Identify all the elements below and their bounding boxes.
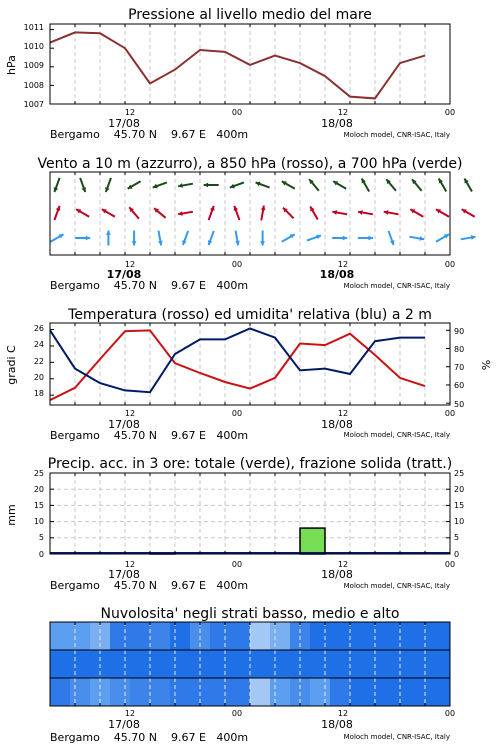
cloud-cell bbox=[150, 650, 171, 678]
precipitation-xticks bbox=[50, 473, 450, 554]
wind-arrow bbox=[235, 231, 240, 246]
time-tick-label: 12 bbox=[337, 409, 349, 418]
temperature-frame bbox=[50, 323, 450, 405]
date-label: 18/08 bbox=[319, 268, 355, 281]
time-tick-label: 12 bbox=[337, 709, 349, 718]
wind-arrow bbox=[389, 231, 395, 245]
cloud-cell bbox=[150, 678, 171, 706]
wind-arrow bbox=[283, 208, 294, 219]
cloud-cell bbox=[170, 650, 191, 678]
pressure-line bbox=[50, 32, 425, 98]
precipitation-bar bbox=[300, 528, 325, 554]
cloud-cell bbox=[410, 678, 431, 706]
cloud-cell bbox=[250, 622, 271, 650]
model-source: Moloch model, CNR-ISAC, Italy bbox=[343, 733, 450, 741]
temperature-ytick-label: 20 bbox=[33, 373, 44, 382]
cloud-cell bbox=[410, 622, 431, 650]
wind-arrow-head bbox=[132, 241, 137, 245]
cloud-cell bbox=[130, 678, 151, 706]
time-tick-label: 00 bbox=[231, 260, 243, 269]
time-tick-label: 00 bbox=[231, 409, 243, 418]
precipitation-panel bbox=[5, 456, 464, 592]
time-tick-label: 12 bbox=[337, 108, 349, 117]
location-label: Bergamo 45.70 N 9.67 E 400m bbox=[50, 429, 249, 442]
cloud-cell bbox=[110, 678, 131, 706]
cloud-cell bbox=[310, 650, 331, 678]
cloud-cell bbox=[350, 622, 371, 650]
cloud-cell bbox=[50, 622, 71, 650]
wind-arrow bbox=[307, 235, 321, 241]
model-source: Moloch model, CNR-ISAC, Italy bbox=[343, 131, 450, 139]
wind-arrow-head bbox=[86, 236, 90, 241]
precipitation-ytick-label: 25 bbox=[33, 469, 44, 478]
time-tick-label: 12 bbox=[124, 409, 136, 418]
wind-arrow bbox=[129, 207, 139, 218]
wind-arrow bbox=[282, 181, 295, 189]
precipitation-ytick-label: 15 bbox=[33, 501, 44, 510]
temperature-ytick-label: 26 bbox=[33, 324, 44, 333]
cloud-cell bbox=[50, 650, 71, 678]
wind-arrow bbox=[54, 206, 60, 220]
date-label: 18/08 bbox=[321, 568, 353, 581]
pressure-panel bbox=[5, 7, 455, 141]
cloud-cell bbox=[210, 650, 231, 678]
date-label: 17/08 bbox=[108, 568, 140, 581]
precipitation-ytick-label-right: 10 bbox=[454, 517, 465, 526]
pressure-ytick-label: 1011 bbox=[23, 23, 44, 32]
cloud-cell bbox=[330, 650, 351, 678]
temperature-ytick-label: 22 bbox=[33, 357, 44, 366]
model-source: Moloch model, CNR-ISAC, Italy bbox=[343, 431, 450, 439]
temperature-ylabel: gradi C bbox=[5, 345, 18, 385]
precipitation-frame bbox=[50, 473, 450, 554]
wind-arrow bbox=[358, 210, 373, 215]
wind-arrow bbox=[409, 236, 424, 241]
precipitation-ytick-label: 0 bbox=[38, 550, 44, 559]
humidity-ylabel: % bbox=[480, 359, 493, 371]
model-source: Moloch model, CNR-ISAC, Italy bbox=[343, 582, 450, 590]
cloud-cell bbox=[330, 622, 351, 650]
humidity-line bbox=[50, 329, 425, 393]
wind-arrow bbox=[234, 206, 240, 220]
wind-arrow bbox=[102, 209, 115, 217]
wind-arrow bbox=[178, 211, 193, 216]
humidity-ytick-label: 50 bbox=[454, 400, 465, 409]
date-label: 17/08 bbox=[108, 418, 140, 431]
humidity-ytick-label: 70 bbox=[454, 363, 465, 372]
cloud-cell bbox=[370, 650, 391, 678]
wind-arrows bbox=[51, 178, 476, 246]
cloud-cell bbox=[50, 678, 71, 706]
cloud-cell bbox=[230, 678, 251, 706]
time-tick-label: 00 bbox=[444, 709, 456, 718]
wind-arrow bbox=[76, 209, 89, 217]
cloud-cell bbox=[130, 650, 151, 678]
cloud-cell bbox=[230, 622, 251, 650]
wind-arrow bbox=[154, 208, 165, 218]
precipitation-ytick-label: 10 bbox=[33, 517, 44, 526]
time-tick-label: 12 bbox=[337, 260, 349, 269]
location-label: Bergamo 45.70 N 9.67 E 400m bbox=[50, 279, 249, 292]
location-label: Bergamo 45.70 N 9.67 E 400m bbox=[50, 128, 249, 141]
wind-arrow bbox=[462, 209, 475, 217]
wind-title: Vento a 10 m (azzurro), a 850 hPa (rosso), a 700 hPa (verde) bbox=[37, 156, 463, 172]
wind-arrow-head bbox=[204, 183, 208, 188]
cloud-cell bbox=[250, 678, 271, 706]
cloud-cell bbox=[170, 622, 191, 650]
model-source: Moloch model, CNR-ISAC, Italy bbox=[343, 282, 450, 290]
cloud-cell bbox=[70, 678, 91, 706]
time-tick-label: 00 bbox=[231, 560, 243, 569]
cloud-cell bbox=[150, 622, 171, 650]
cloud-cell bbox=[270, 622, 291, 650]
precipitation-title: Precip. acc. in 3 ore: totale (verde), frazione solida (tratt.) bbox=[47, 456, 453, 472]
wind-arrow bbox=[209, 206, 215, 220]
time-tick-label: 00 bbox=[444, 260, 456, 269]
location-label: Bergamo 45.70 N 9.67 E 400m bbox=[50, 731, 249, 744]
date-label: 18/08 bbox=[321, 418, 353, 431]
wind-arrow bbox=[153, 182, 167, 188]
pressure-series bbox=[50, 32, 425, 98]
time-tick-label: 12 bbox=[124, 108, 136, 117]
wind-arrow bbox=[362, 179, 370, 192]
wind-arrow bbox=[106, 231, 111, 246]
cloud-cell bbox=[110, 622, 131, 650]
wind-panel bbox=[37, 156, 475, 292]
temperature-title: Temperatura (rosso) ed umidita' relativa (blu) a 2 m bbox=[68, 307, 432, 323]
wind-arrow bbox=[282, 234, 295, 242]
wind-arrow bbox=[158, 231, 163, 246]
wind-arrow bbox=[332, 236, 347, 241]
cloud-cell bbox=[130, 622, 151, 650]
precipitation-ytick-label: 5 bbox=[38, 533, 44, 542]
wind-arrow-head bbox=[106, 231, 111, 235]
pressure-title: Pressione al livello medio del mare bbox=[128, 7, 372, 23]
precipitation-ytick-label-right: 0 bbox=[454, 550, 460, 559]
date-label: 18/08 bbox=[321, 718, 353, 731]
precipitation-ytick-label-right: 20 bbox=[454, 485, 465, 494]
time-tick-label: 00 bbox=[444, 409, 456, 418]
precipitation-ylabel: mm bbox=[5, 504, 18, 526]
cloud-panel bbox=[50, 606, 455, 744]
temperature-ytick-label: 18 bbox=[33, 389, 44, 398]
cloud-cell bbox=[310, 622, 331, 650]
wind-arrow bbox=[132, 231, 137, 246]
temperature-grid bbox=[75, 323, 425, 405]
wind-arrow bbox=[128, 181, 141, 189]
cloud-cell bbox=[70, 622, 91, 650]
wind-arrow bbox=[464, 179, 472, 192]
cloud-cell bbox=[210, 678, 231, 706]
cloud-cell bbox=[370, 678, 391, 706]
wind-arrow bbox=[461, 235, 476, 240]
date-label: 18/08 bbox=[321, 117, 353, 130]
pressure-ytick-label: 1007 bbox=[23, 100, 44, 109]
cloud-cell bbox=[250, 650, 271, 678]
wind-arrow bbox=[386, 179, 396, 190]
wind-arrow bbox=[204, 183, 219, 188]
wind-arrow bbox=[208, 231, 214, 245]
wind-arrow bbox=[230, 182, 244, 188]
precipitation-ytick-label-right: 5 bbox=[454, 533, 460, 542]
cloud-cell bbox=[110, 650, 131, 678]
pressure-ytick-label: 1010 bbox=[23, 42, 44, 51]
cloud-cell bbox=[270, 678, 291, 706]
wind-arrow bbox=[80, 178, 86, 192]
wind-arrow bbox=[332, 210, 347, 215]
cloud-cell bbox=[410, 650, 431, 678]
wind-arrow bbox=[260, 231, 265, 246]
humidity-ytick-label: 60 bbox=[454, 381, 465, 390]
time-tick-label: 12 bbox=[124, 260, 136, 269]
cloud-cell bbox=[430, 622, 451, 650]
time-tick-label: 00 bbox=[231, 108, 243, 117]
time-tick-label: 12 bbox=[337, 560, 349, 569]
cloud-cell bbox=[310, 678, 331, 706]
wind-arrow bbox=[54, 178, 60, 192]
wind-arrow bbox=[182, 231, 188, 245]
wind-arrow-head bbox=[260, 241, 265, 245]
pressure-ytick-label: 1008 bbox=[23, 81, 44, 90]
location-label: Bergamo 45.70 N 9.67 E 400m bbox=[50, 579, 249, 592]
date-label: 17/08 bbox=[108, 718, 140, 731]
temperature-panel bbox=[5, 307, 493, 442]
wind-arrow bbox=[384, 210, 399, 215]
cloud-cell bbox=[270, 650, 291, 678]
pressure-ylabel: hPa bbox=[5, 55, 18, 75]
wind-arrow bbox=[51, 234, 64, 242]
cloud-cell bbox=[170, 678, 191, 706]
date-label: 17/08 bbox=[106, 268, 142, 281]
temperature-series bbox=[50, 329, 425, 401]
wind-arrow bbox=[436, 209, 449, 217]
wind-arrow bbox=[178, 183, 193, 188]
date-label: 17/08 bbox=[108, 117, 140, 130]
wind-arrow bbox=[439, 179, 447, 192]
cloud-cell bbox=[330, 678, 351, 706]
cloud-cell bbox=[370, 622, 391, 650]
wind-arrow bbox=[256, 182, 270, 188]
humidity-ytick-label: 80 bbox=[454, 345, 465, 354]
wind-arrow bbox=[310, 207, 318, 220]
cloud-cell bbox=[230, 650, 251, 678]
wind-arrow bbox=[105, 178, 111, 192]
temperature-ytick-label: 24 bbox=[33, 340, 44, 349]
time-tick-label: 00 bbox=[444, 108, 456, 117]
time-tick-label: 12 bbox=[124, 709, 136, 718]
pressure-ytick-label: 1009 bbox=[23, 61, 44, 70]
wind-arrow bbox=[261, 206, 266, 221]
precipitation-ytick-label-right: 25 bbox=[454, 469, 465, 478]
wind-arrow bbox=[333, 181, 346, 189]
wind-arrow bbox=[309, 179, 319, 190]
cloud-cell bbox=[430, 678, 451, 706]
cloud-cell bbox=[350, 650, 371, 678]
wind-arrow bbox=[436, 234, 449, 242]
precipitation-ytick-label: 20 bbox=[33, 485, 44, 494]
wind-arrow bbox=[412, 179, 422, 190]
wind-arrow-head bbox=[343, 236, 347, 241]
wind-arrow bbox=[410, 209, 423, 217]
cloud-cell bbox=[430, 650, 451, 678]
precipitation-ytick-label-right: 15 bbox=[454, 501, 465, 510]
time-tick-label: 00 bbox=[231, 709, 243, 718]
wind-arrow bbox=[75, 236, 90, 241]
time-tick-label: 12 bbox=[124, 560, 136, 569]
wind-arrow-head bbox=[369, 236, 373, 241]
wind-arrow bbox=[358, 236, 373, 241]
cloud-cell bbox=[70, 650, 91, 678]
cloud-cell bbox=[210, 622, 231, 650]
time-tick-label: 00 bbox=[444, 560, 456, 569]
cloud-cell bbox=[350, 678, 371, 706]
temperature-xticks bbox=[50, 323, 450, 405]
precipitation-grid bbox=[50, 473, 450, 554]
cloud-title: Nuvolosita' negli strati basso, medio e alto bbox=[100, 606, 400, 622]
humidity-ytick-label: 90 bbox=[454, 327, 465, 336]
temperature-line bbox=[50, 330, 425, 400]
